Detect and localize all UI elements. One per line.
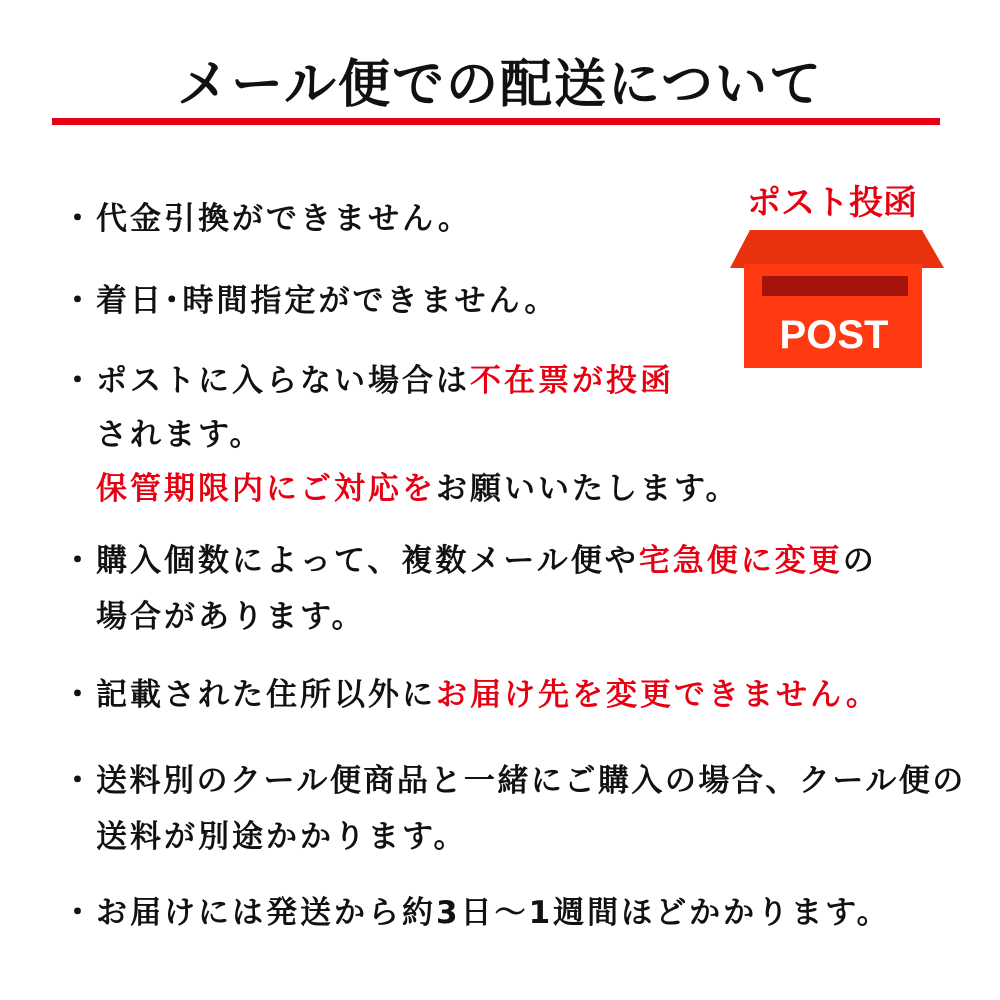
item-text: 代金引換ができません。 [96,201,472,237]
list-item [62,895,891,931]
list-item-continuation [96,417,264,453]
item-text: の [842,543,877,579]
list-item-continuation [96,471,740,507]
bullet: ・ [62,543,96,579]
bullet: ・ [62,763,96,799]
list-item [62,363,674,399]
list-item-continuation [96,819,468,855]
list-item [62,763,966,799]
bullet: ・ [62,363,96,399]
mailbox-icon [722,224,948,374]
bullet: ・ [62,283,96,319]
bullet: ・ [62,895,96,931]
list-item [62,543,877,579]
list-item [62,283,559,319]
mailbox-sign: POST [779,313,889,357]
list-item-continuation [96,599,366,635]
page-title: メール便での配送について [177,55,823,115]
list-item [62,677,880,713]
list-item [62,201,472,237]
item-text: 着日･時間指定ができません。 [96,283,559,319]
item-text: 送料別のクール便商品と一緒にご購入の場合、クール便の [96,763,966,799]
item-text: されます。 [96,417,264,453]
item-text: ポストに入らない場合は [96,363,470,399]
item-text-highlight: 宅急便に変更 [638,543,843,579]
mailbox-slot [762,276,908,296]
mailbox-roof [730,230,944,268]
item-text: 場合があります。 [96,599,366,635]
bullet: ・ [62,677,96,713]
item-text: お願いいたします。 [436,471,740,507]
item-text-highlight: お届け先を変更できません。 [436,677,880,713]
item-text-highlight: 不在票が投函 [470,363,674,399]
item-text-highlight: 保管期限内にご対応を [96,471,436,507]
item-text: 購入個数によって、複数メール便や [96,543,639,579]
item-text: 記載された住所以外に [96,677,436,713]
postbox-label: ポスト投函 [747,183,917,223]
title-underline [52,118,940,125]
item-text: お届けには発送から約3日～1週間ほどかかります。 [96,895,891,931]
item-text: 送料が別途かかります。 [96,819,468,855]
bullet: ・ [62,201,96,237]
